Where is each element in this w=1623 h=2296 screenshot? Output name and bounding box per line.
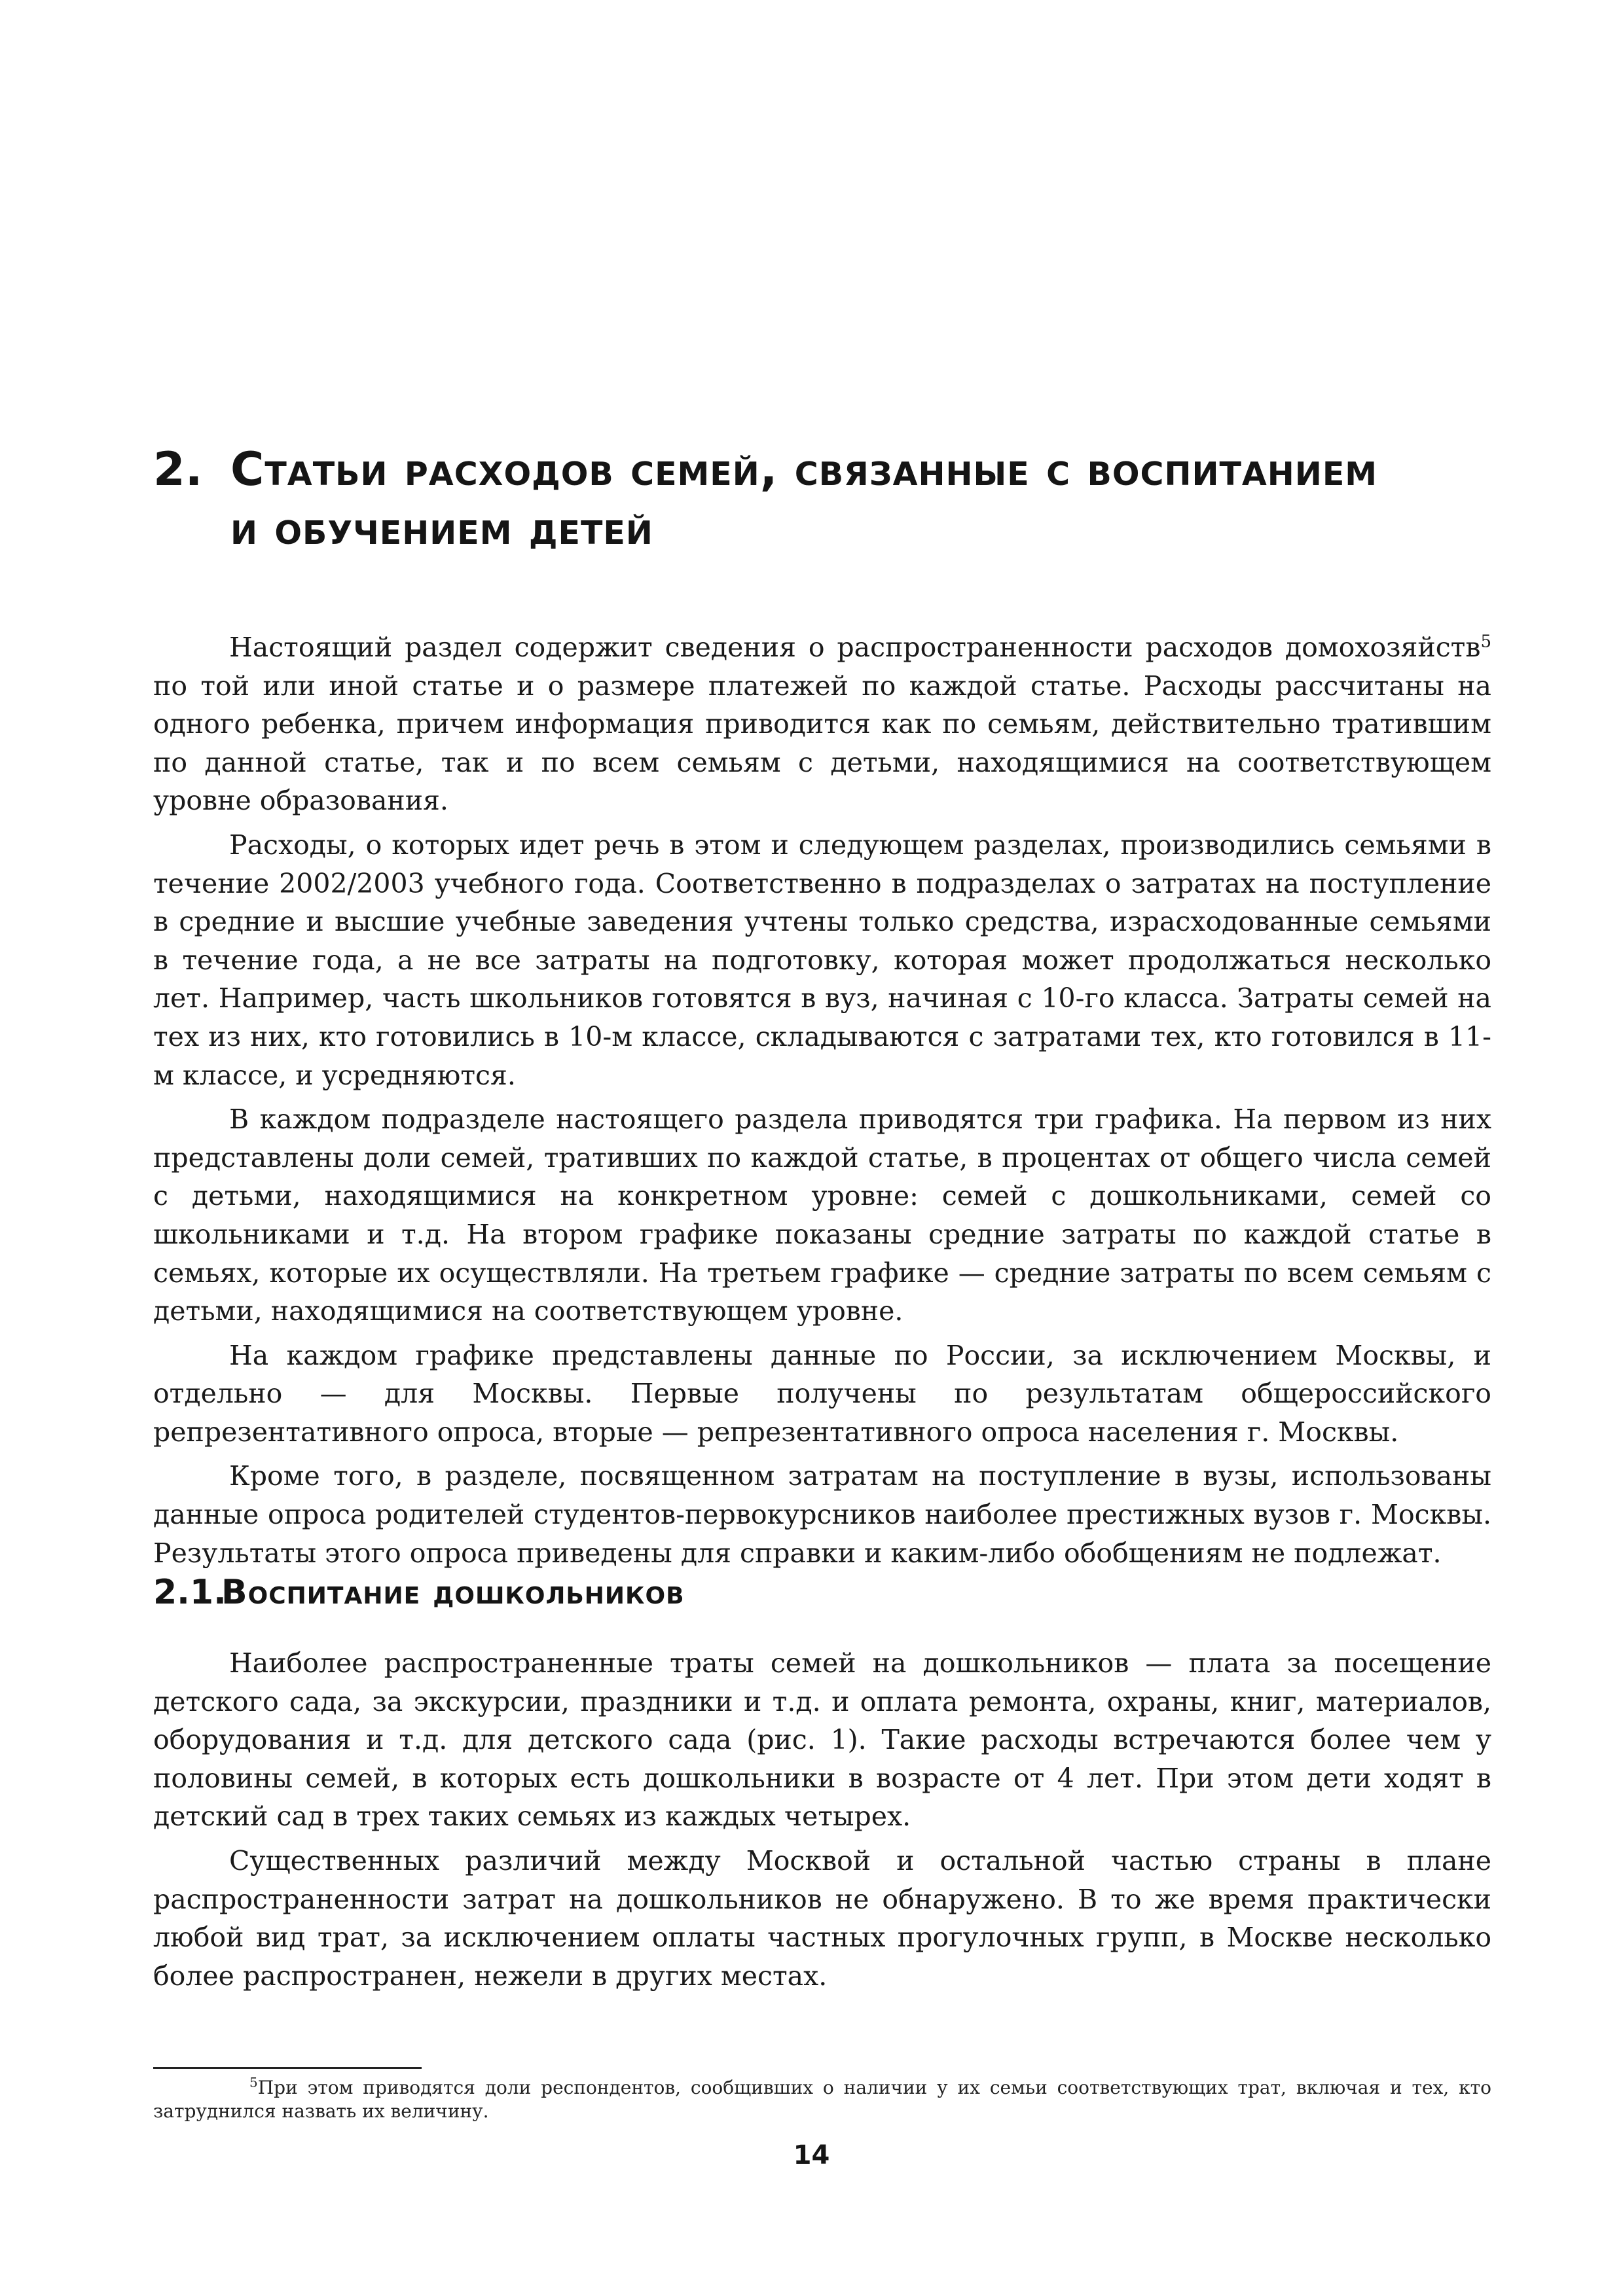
paragraph: Кроме того, в разделе, посвященном затратам на поступление в вузы, использованы данные опроса родителей студентов-первокурсников наиболее престижных вузов г. Москвы. Результаты этого опроса приведены для справки и каким-либо обобщениям не подлежат.: [153, 1460, 1491, 1569]
paragraph: На каждом графике представлены данные по России, за исключением Москвы, и отдельно — для Москвы. Первые получены по результатам общероссийского репрезентативного опроса, вторые — репрезентативного опроса населения г. Москвы.: [153, 1339, 1491, 1448]
footnote-divider: [153, 2067, 422, 2069]
footnote-mark: 5: [249, 2074, 258, 2090]
subsection-heading: [153, 1570, 1489, 1615]
page-number: 14: [793, 2140, 830, 2170]
paragraph-text: Настоящий раздел содержит сведения о распространенности расходов домохозяйств: [229, 632, 1481, 663]
paragraph: Расходы, о которых идет речь в этом и следующем разделах, производились семьями в течение 2002/2003 учебного года. Соответственно в подразделах о затратах на поступление в средние и высшие учебные заведения учтены только средства, израсходованные семьями в течение года, а не все затраты на подготовку, которая может продолжаться несколько лет. Например, часть школьников готовятся в вуз, начиная с 10-го класса. Затраты семей на тех из них, кто готовились в 10-м классе, складываются с затратами тех, кто готовился в 11-м классе, и усредняются.: [153, 829, 1491, 1091]
footnote-text: При этом приводятся доли респондентов, сообщивших о наличии у их семьи соответствующих трат, включая и тех, кто затруднился назвать их величину.: [153, 2077, 1491, 2122]
paragraph: Существенных различий между Москвой и остальной частью страны в плане распространенности затрат на дошкольников не обнаружено. В то же время практически любой вид трат, за исключением оплаты частных прогулочных групп, в Москве несколько более распространен, нежели в других местах.: [153, 1844, 1491, 1992]
footnote-ref: 5: [1480, 632, 1491, 652]
paragraph-text: по той или иной статье и о размере платежей по каждой статье. Расходы рассчитаны на одного ребенка, причем информация приводится как по семьям, действительно тратившим по данной статье, так и по всем семьям с детьми, находящимися на соответствующем уровне образования.: [153, 670, 1491, 817]
section-title-line1: Статьи расходов семей, связанные с воспитанием: [230, 442, 1378, 496]
paragraph: [153, 628, 1491, 820]
section-number: 2.: [153, 442, 203, 496]
paragraph: В каждом подразделе настоящего раздела приводятся три графика. На первом из них представлены доли семей, тративших по каждой статье, в процентах от общего числа семей с детьми, находящимися на конкретном уровне: семей с дошкольниками, семей со школьниками и т.д. На втором графике показаны средние затраты по каждой статье в семьях, которые их осуществляли. На третьем графике — средние затраты по всем семьям с детьми, находящимися на соответствующем уровне.: [153, 1103, 1491, 1327]
subsection-body: [153, 1644, 1491, 2001]
paragraph: Наиболее распространенные траты семей на дошкольников — плата за посещение детского сада, за экскурсии, праздники и т.д. и оплата ремонта, охраны, книг, материалов, оборудования и т.д. для детского сада (рис. 1). Такие расходы встречаются более чем у половины семей, в которых есть дошкольники в возрасте от 4 лет. При этом дети ходят в детский сад в трех таких семьях из каждых четырех.: [153, 1647, 1491, 1833]
section-title-line2: и обучением детей: [230, 501, 653, 555]
footnote: [153, 2076, 1491, 2123]
intro-body: [153, 628, 1491, 1578]
subsection-number: 2.1.: [153, 1573, 227, 1612]
subsection-title: Воспитание дошкольников: [221, 1573, 685, 1612]
